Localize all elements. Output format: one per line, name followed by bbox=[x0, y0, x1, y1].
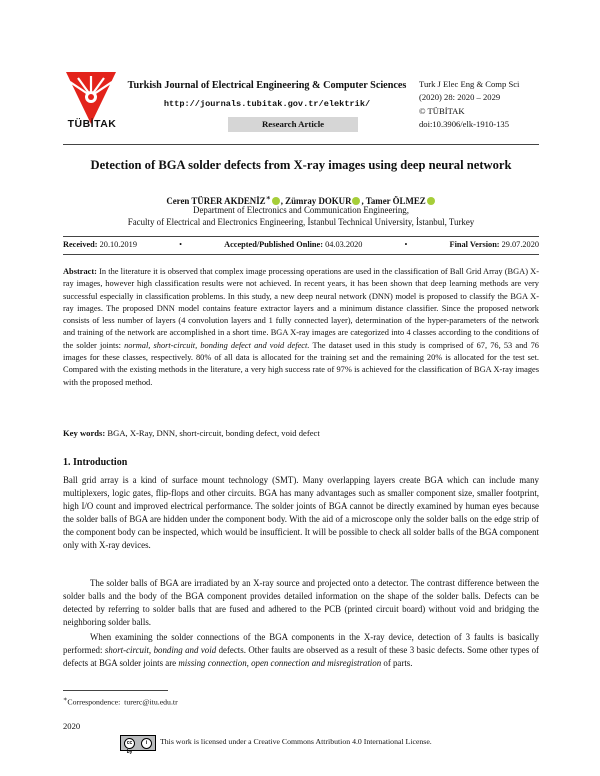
final-version-date: Final Version: 29.07.2020 bbox=[449, 240, 539, 249]
affiliation-line: Faculty of Electrical and Electronics Engineering, İstanbul Technical University, İstanbul, Turkey bbox=[127, 216, 475, 227]
orcid-icon[interactable] bbox=[427, 197, 435, 205]
abstract-text: The dataset used in this study is comprised of 67, 76, 53 and 76 images for these classes, respectively. 80% of all data is allocated for the training set and the remaining 20% is allocated for the test set. Compared with the existing methods in the literature, a very high success rate of 97% is achieved for the classification of BGA X-ray images with the proposed method. bbox=[63, 340, 539, 387]
author-name: Tamer ÖLMEZ bbox=[365, 195, 426, 206]
paragraph: Ball grid array is a kind of surface mount technology (SMT). Many overlapping layers create BGA which can include many multiplexers, logic gates, flip-flops and other circuits. BGA has many advantages such as smaller component size, smaller footprint, high I/O count and improved electrical performance. The solder joints of BGA cannot be directly examined by human eyes because the solder balls of BGA are hidden under the component body. With the aid of a microscope only the solder balls on the edge strip of the component body can be inspected, which would be insufficient. It will be possible to check all solder balls of the BGA component only with X-ray devices. bbox=[63, 475, 539, 550]
citation-block bbox=[419, 78, 559, 131]
abstract-label: Abstract: bbox=[63, 267, 97, 276]
header-divider bbox=[63, 144, 539, 145]
paper-title: Detection of BGA solder defects from X-ray images using deep neural network bbox=[90, 158, 512, 172]
accepted-date: Accepted/Published Online: 04.03.2020 bbox=[224, 240, 363, 249]
copyright-line: © TÜBİTAK bbox=[419, 105, 465, 116]
license-text: This work is licensed under a Creative Commons Attribution 4.0 International License. bbox=[160, 737, 432, 746]
dates-bottom-rule bbox=[63, 254, 539, 255]
volume-line: (2020) 28: 2020 – 2029 bbox=[419, 92, 501, 103]
affiliation bbox=[63, 205, 539, 228]
creative-commons-badge[interactable] bbox=[120, 735, 156, 755]
orcid-icon[interactable] bbox=[352, 197, 360, 205]
keywords-text: BGA, X-Ray, DNN, short-circuit, bonding defect, void defect bbox=[107, 428, 320, 438]
footnote: ∗Correspondence: turerc@itu.edu.tr bbox=[63, 696, 178, 707]
author-list: Ceren TÜRER AKDENİZ∗ , Zümray DOKUR , Tamer ÖLMEZ bbox=[63, 193, 539, 206]
keywords bbox=[63, 428, 539, 438]
abstract-text: In the literature it is observed that complex image processing operations are used in the classification of Ball Grid Array (BGA) X-ray images, however high classification results were not achieved. In recent years, it has been shown that deep learning methods are very successful especially in classification problems. In this study, a new deep neural network (DNN) model is proposed to classify the BGA X-ray images. The proposed DNN model contains feature extractor layers and a minimum distance classifier. Since the proposed network consists of less number of layers (4 convolution layers and 1 fully connected layer), determination of the hyper-parameters of the network and training of the network are accomplished in a short time. BGA X-ray images are categorized into 4 classes according to the conditions of the solder joints: bbox=[63, 267, 539, 350]
correspondence-email-link[interactable]: turerc@itu.edu.tr bbox=[124, 697, 178, 707]
affiliation-line: Department of Electronics and Communication Engineering, bbox=[193, 205, 409, 215]
journal-title: Turkish Journal of Electrical Engineering & Computer Sciences bbox=[127, 80, 407, 91]
doi-link[interactable]: doi:10.3906/elk-1910-135 bbox=[419, 118, 509, 129]
publisher-wordmark: TÜBİTAK bbox=[67, 118, 117, 130]
date-separator: • bbox=[179, 240, 182, 249]
paragraph: When examining the solder connections of the BGA components in the X-ray device, detection of 3 faults is basically performed: short-circuit, bonding and void defects. Other faults are observed as a result of these 3 basic defects. Some other types of defects at BGA solder joints are missing connection, open connection and misregistration of parts. bbox=[63, 632, 539, 668]
abstract-classes: normal, short-circuit, bonding defect and void defect. bbox=[124, 340, 310, 350]
author-name: Zümray DOKUR bbox=[285, 195, 352, 206]
page-year: 2020 bbox=[63, 721, 81, 731]
abstract bbox=[63, 266, 539, 389]
journal-url-link[interactable]: http://journals.tubitak.gov.tr/elektrik/ bbox=[163, 99, 371, 109]
cc-icon: cc by bbox=[124, 738, 135, 749]
attribution-icon: i bbox=[141, 738, 152, 749]
citation-line: Turk J Elec Eng & Comp Sci bbox=[419, 79, 520, 89]
orcid-icon[interactable] bbox=[272, 197, 280, 205]
article-type-badge: Research Article bbox=[228, 117, 358, 132]
corresponding-mark: ∗ bbox=[265, 193, 271, 202]
paragraph: The solder balls of BGA are irradiated by an X-ray source and projected onto a detector. The contrast difference between the solder balls and the body of the BGA component provides detailed information on the shape of the solder balls. Defects can be detected by referring to solder balls that are fused and adhered to the PCB (printed circuit board) without void and bridging the neighboring solder balls. bbox=[63, 578, 539, 627]
footnote-rule bbox=[63, 690, 168, 691]
date-separator: • bbox=[404, 240, 408, 249]
author-name: Ceren TÜRER AKDENİZ bbox=[166, 195, 266, 206]
keywords-label: Key words: bbox=[63, 428, 106, 438]
received-date: Received: 20.10.2019 bbox=[63, 240, 137, 249]
section-heading: 1. Introduction bbox=[63, 457, 128, 468]
dates-top-rule bbox=[63, 236, 539, 237]
publication-dates bbox=[63, 240, 539, 249]
